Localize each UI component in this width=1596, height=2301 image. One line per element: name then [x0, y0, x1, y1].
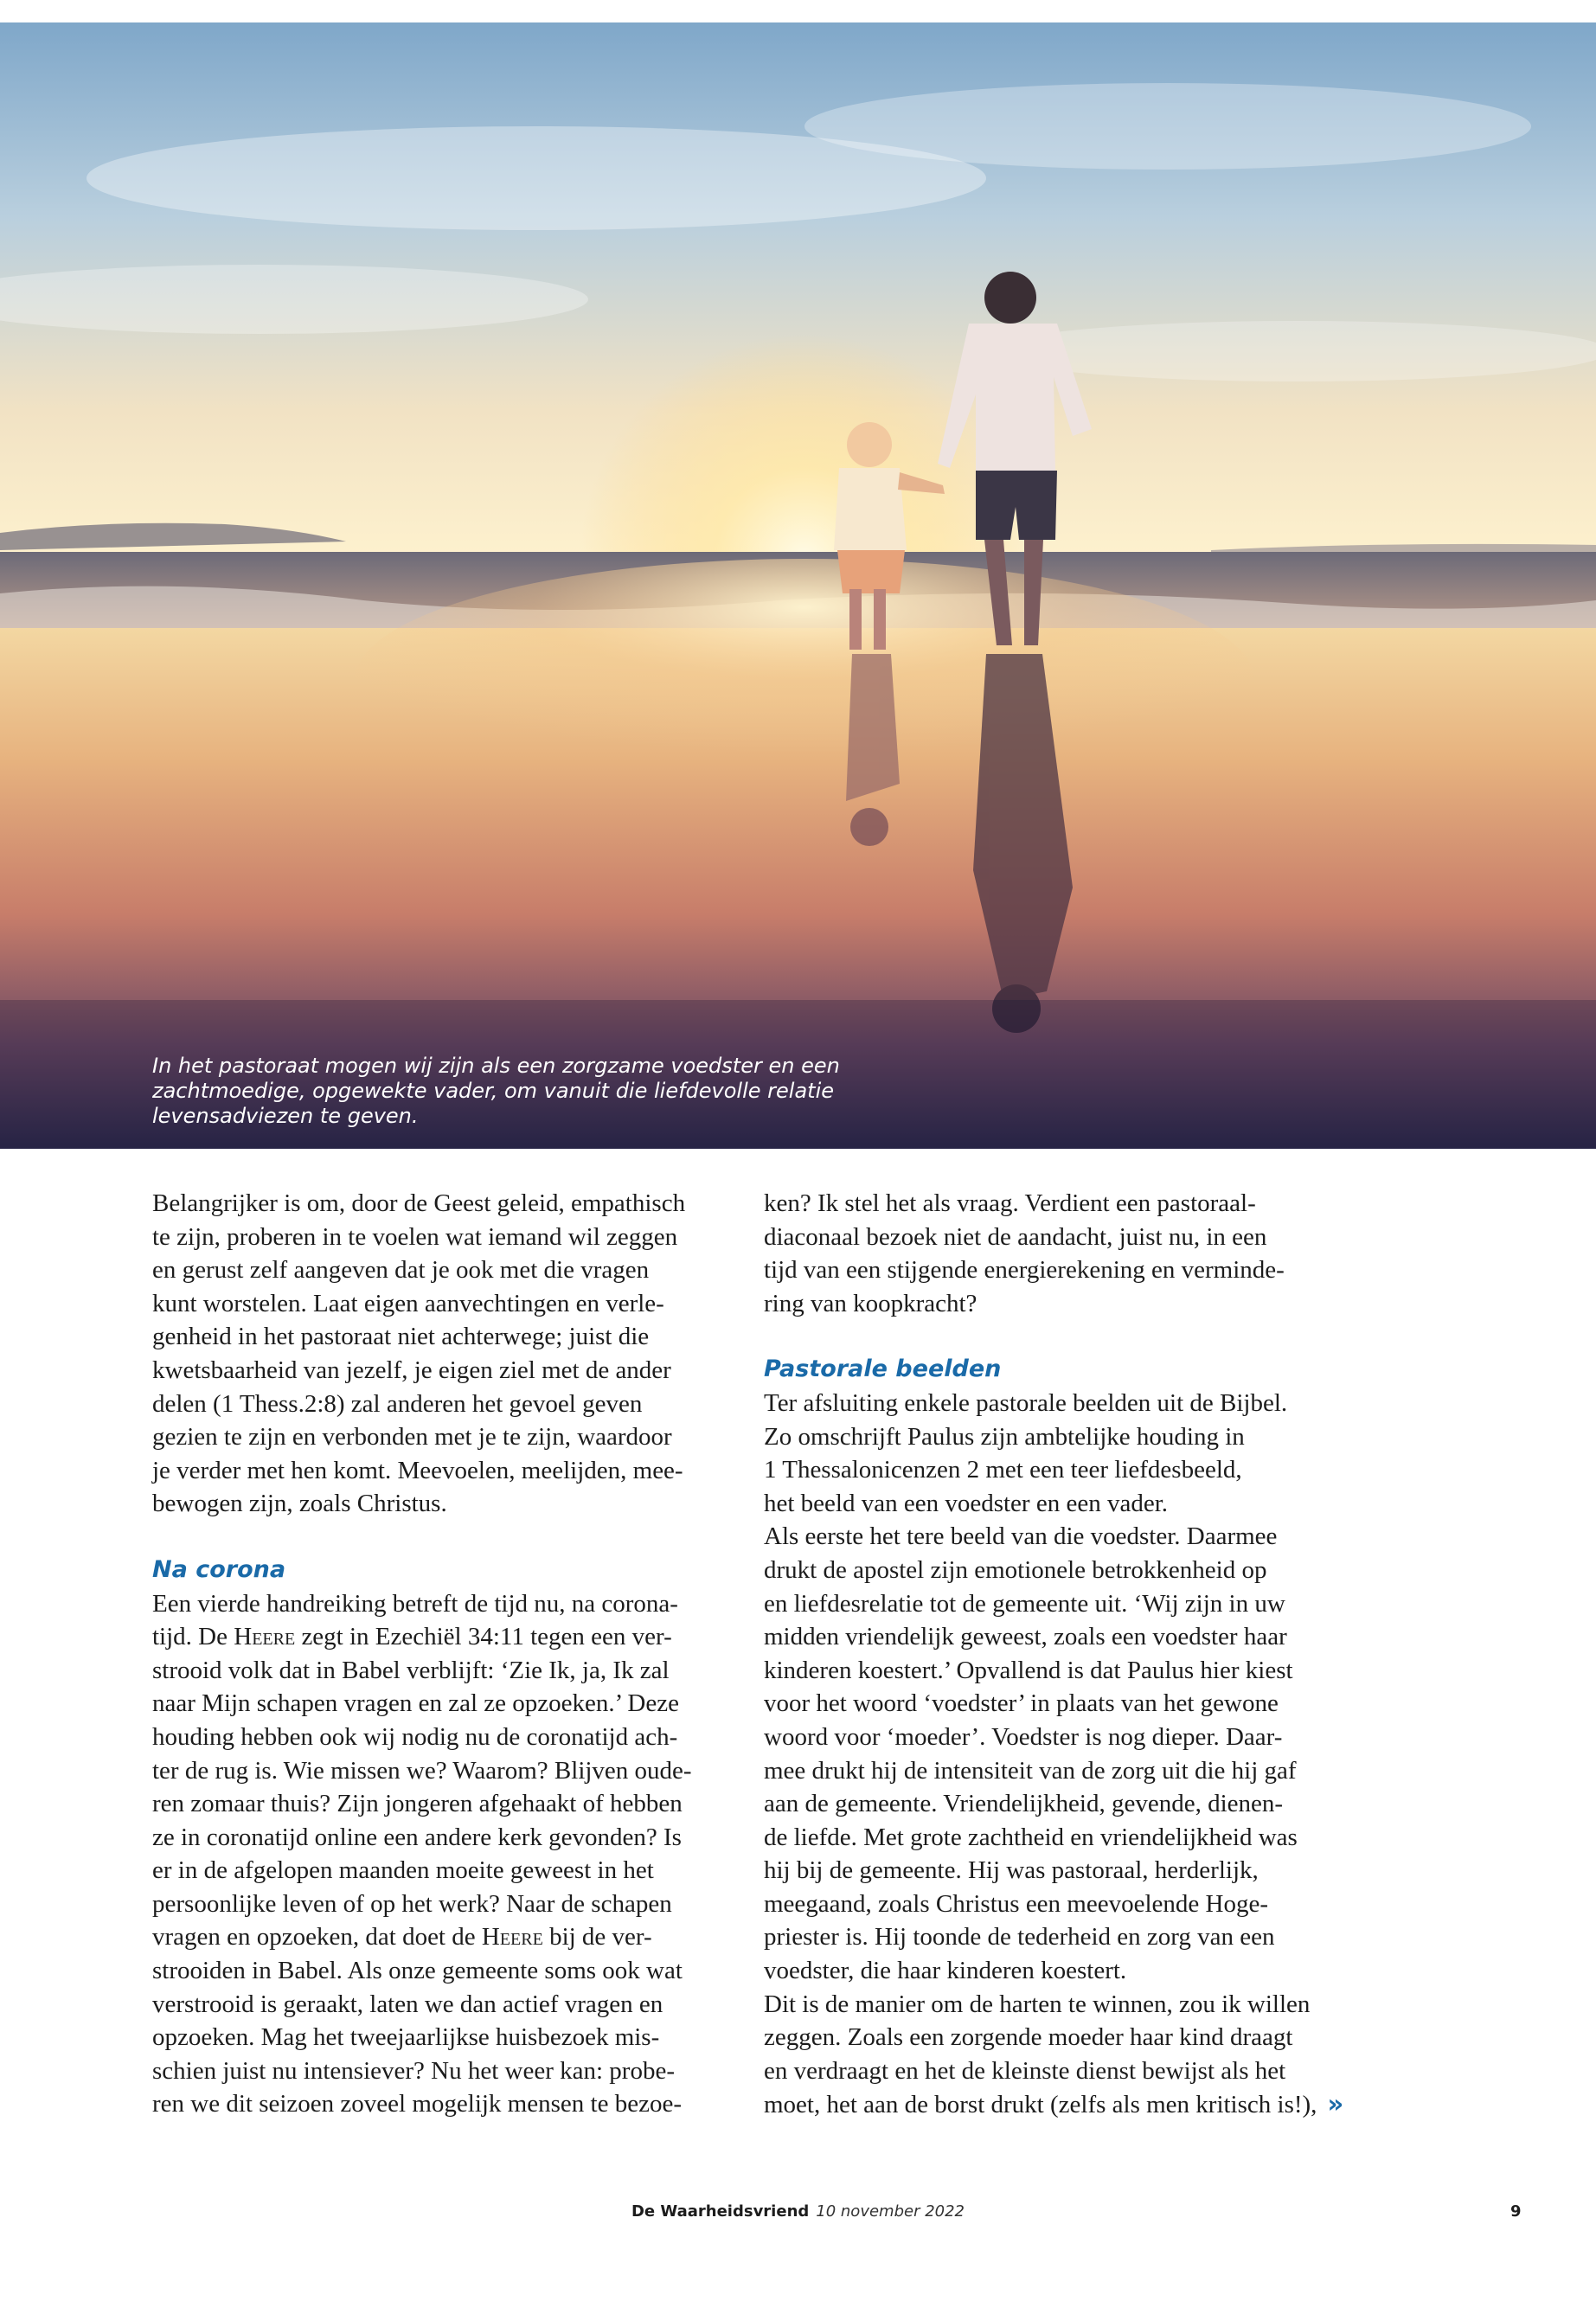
publication-date: 10 november 2022 — [816, 2202, 965, 2221]
body-line: naar Mijn schapen vragen en zal ze opzoeken.’ Deze — [152, 1689, 679, 1718]
body-line: kwetsbaarheid van jezelf, je eigen ziel met de ander — [152, 1356, 671, 1384]
body-line: Een vierde handreiking betreft de tijd nu, na corona- — [152, 1589, 678, 1618]
body-line: opzoeken. Mag het tweejaarlijkse huisbezoek mis- — [152, 2023, 660, 2052]
body-line: meegaand, zoals Christus een meevoelende Hoge- — [764, 1889, 1269, 1918]
body-line: mee drukt hij de intensiteit van de zorg uit die hij gaf — [764, 1756, 1297, 1785]
body-line: priester is. Hij toonde de tederheid en zorg van een — [764, 1923, 1275, 1952]
subheading-na-corona: Na corona — [152, 1555, 286, 1583]
body-line: diaconaal bezoek niet de aandacht, juist nu, in een — [764, 1222, 1267, 1251]
body-line: je verder met hen komt. Meevoelen, meelijden, mee- — [152, 1456, 683, 1484]
body-line: Zo omschrijft Paulus zijn ambtelijke houding in — [764, 1422, 1245, 1451]
body-line: Belangrijker is om, door de Geest geleid, empathisch — [152, 1189, 686, 1217]
body-line: Ter afsluiting enkele pastorale beelden uit de Bijbel. — [764, 1388, 1288, 1417]
body-line: houding hebben ook wij nodig nu de coronatijd ach- — [152, 1722, 678, 1751]
body-line: ren zomaar thuis? Zijn jongeren afgehaakt of hebben — [152, 1790, 683, 1818]
text-run: tijd. De — [152, 1623, 234, 1651]
small-caps-heere: Heere — [481, 1923, 543, 1952]
body-line: ter de rug is. Wie missen we? Waarom? Blijven oude- — [152, 1756, 692, 1785]
subheading-pastorale-beelden: Pastorale beelden — [764, 1356, 1002, 1383]
hero-photo — [0, 22, 1596, 1149]
body-line — [152, 1920, 723, 1954]
page-number: 9 — [1510, 2202, 1522, 2221]
body-line: delen (1 Thess.2:8) zal anderen het gevoel geven — [152, 1389, 643, 1418]
body-line: Dit is de manier om de harten te winnen, zou ik willen — [764, 1990, 1311, 2018]
left-column — [152, 1187, 723, 2121]
body-line: er in de afgelopen maanden moeite geweest in het — [152, 1856, 654, 1885]
continue-arrow-icon: » — [1327, 2089, 1344, 2119]
body-line: te zijn, proberen in te voelen wat iemand wil zeggen — [152, 1222, 678, 1251]
caption-line: levensadviezen te geven. — [152, 1104, 419, 1128]
text-run: moet, het aan de borst drukt (zelfs als men kritisch is!), — [764, 2091, 1317, 2119]
body-line: zeggen. Zoals een zorgende moeder haar kind draagt — [764, 2023, 1293, 2052]
body-line: Als eerste het tere beeld van die voedster. Daarmee — [764, 1522, 1278, 1551]
right-column — [764, 1187, 1361, 2122]
small-caps-heere: Heere — [234, 1623, 296, 1651]
caption-line: zachtmoedige, opgewekte vader, om vanuit die liefdevolle relatie — [152, 1079, 835, 1103]
body-line: woord voor ‘moeder’. Voedster is nog dieper. Daar- — [764, 1722, 1283, 1751]
beach-sunset-photo-icon — [0, 22, 1596, 1149]
body-line: de liefde. Met grote zachtheid en vriendelijkheid was — [764, 1823, 1298, 1851]
body-line: verstrooid is geraakt, laten we dan actief vragen en — [152, 1990, 663, 2018]
body-line: kinderen koestert.’ Opvallend is dat Paulus hier kiest — [764, 1656, 1293, 1684]
body-line: gezien te zijn en verbonden met je te zijn, waardoor — [152, 1423, 672, 1452]
body-line: voor het woord ‘voedster’ in plaats van het gewone — [764, 1689, 1279, 1718]
publication-name: De Waarheidsvriend — [631, 2202, 810, 2221]
body-line: strooid volk dat in Babel verblijft: ‘Zie Ik, ja, Ik zal — [152, 1656, 670, 1684]
body-line: persoonlijke leven of op het werk? Naar de schapen — [152, 1889, 672, 1918]
body-line: ze in coronatijd online een andere kerk gevonden? Is — [152, 1823, 682, 1851]
body-line: ren we dit seizoen zoveel mogelijk mensen te bezoe- — [152, 2090, 682, 2118]
body-line: en liefdesrelatie tot de gemeente uit. ‘Wij zijn in uw — [764, 1589, 1285, 1618]
body-line: drukt de apostel zijn emotionele betrokkenheid op — [764, 1555, 1267, 1584]
body-line-last — [764, 2087, 1361, 2122]
body-line: strooiden in Babel. Als onze gemeente soms ook wat — [152, 1957, 683, 1985]
text-run: vragen en opzoeken, dat doet de — [152, 1923, 482, 1952]
body-line: genheid in het pastoraat niet achterwege; juist die — [152, 1323, 650, 1351]
body-line — [152, 1620, 723, 1654]
body-line: voedster, die haar kinderen koestert. — [764, 1957, 1127, 1985]
body-line: 1 Thessalonicenzen 2 met een teer liefdesbeeld, — [764, 1456, 1242, 1484]
body-line: midden vriendelijk geweest, zoals een voedster haar — [764, 1623, 1287, 1651]
body-line: ken? Ik stel het als vraag. Verdient een pastoraal- — [764, 1189, 1256, 1217]
footer-publication-info — [0, 2202, 1596, 2221]
photo-caption — [152, 1054, 840, 1129]
body-line: en gerust zelf aangeven dat je ook met die vragen — [152, 1256, 650, 1285]
body-line: kunt worstelen. Laat eigen aanvechtingen en verle- — [152, 1289, 664, 1317]
body-line: ring van koopkracht? — [764, 1289, 977, 1317]
body-line: aan de gemeente. Vriendelijkheid, gevende, dienen- — [764, 1790, 1284, 1818]
text-run: zegt in Ezechiël 34:11 tegen een ver- — [295, 1623, 672, 1651]
body-line: bewogen zijn, zoals Christus. — [152, 1490, 447, 1518]
text-run: bij de ver- — [542, 1923, 652, 1952]
body-line: tijd van een stijgende energierekening en verminde- — [764, 1256, 1285, 1285]
caption-line: In het pastoraat mogen wij zijn als een zorgzame voedster en een — [152, 1054, 840, 1078]
body-line: schien juist nu intensiever? Nu het weer kan: probe- — [152, 2056, 675, 2085]
body-line: en verdraagt en het de kleinste dienst bewijst als het — [764, 2056, 1286, 2085]
body-line: hij bij de gemeente. Hij was pastoraal, herderlijk, — [764, 1856, 1259, 1885]
body-line: het beeld van een voedster en een vader. — [764, 1489, 1169, 1517]
